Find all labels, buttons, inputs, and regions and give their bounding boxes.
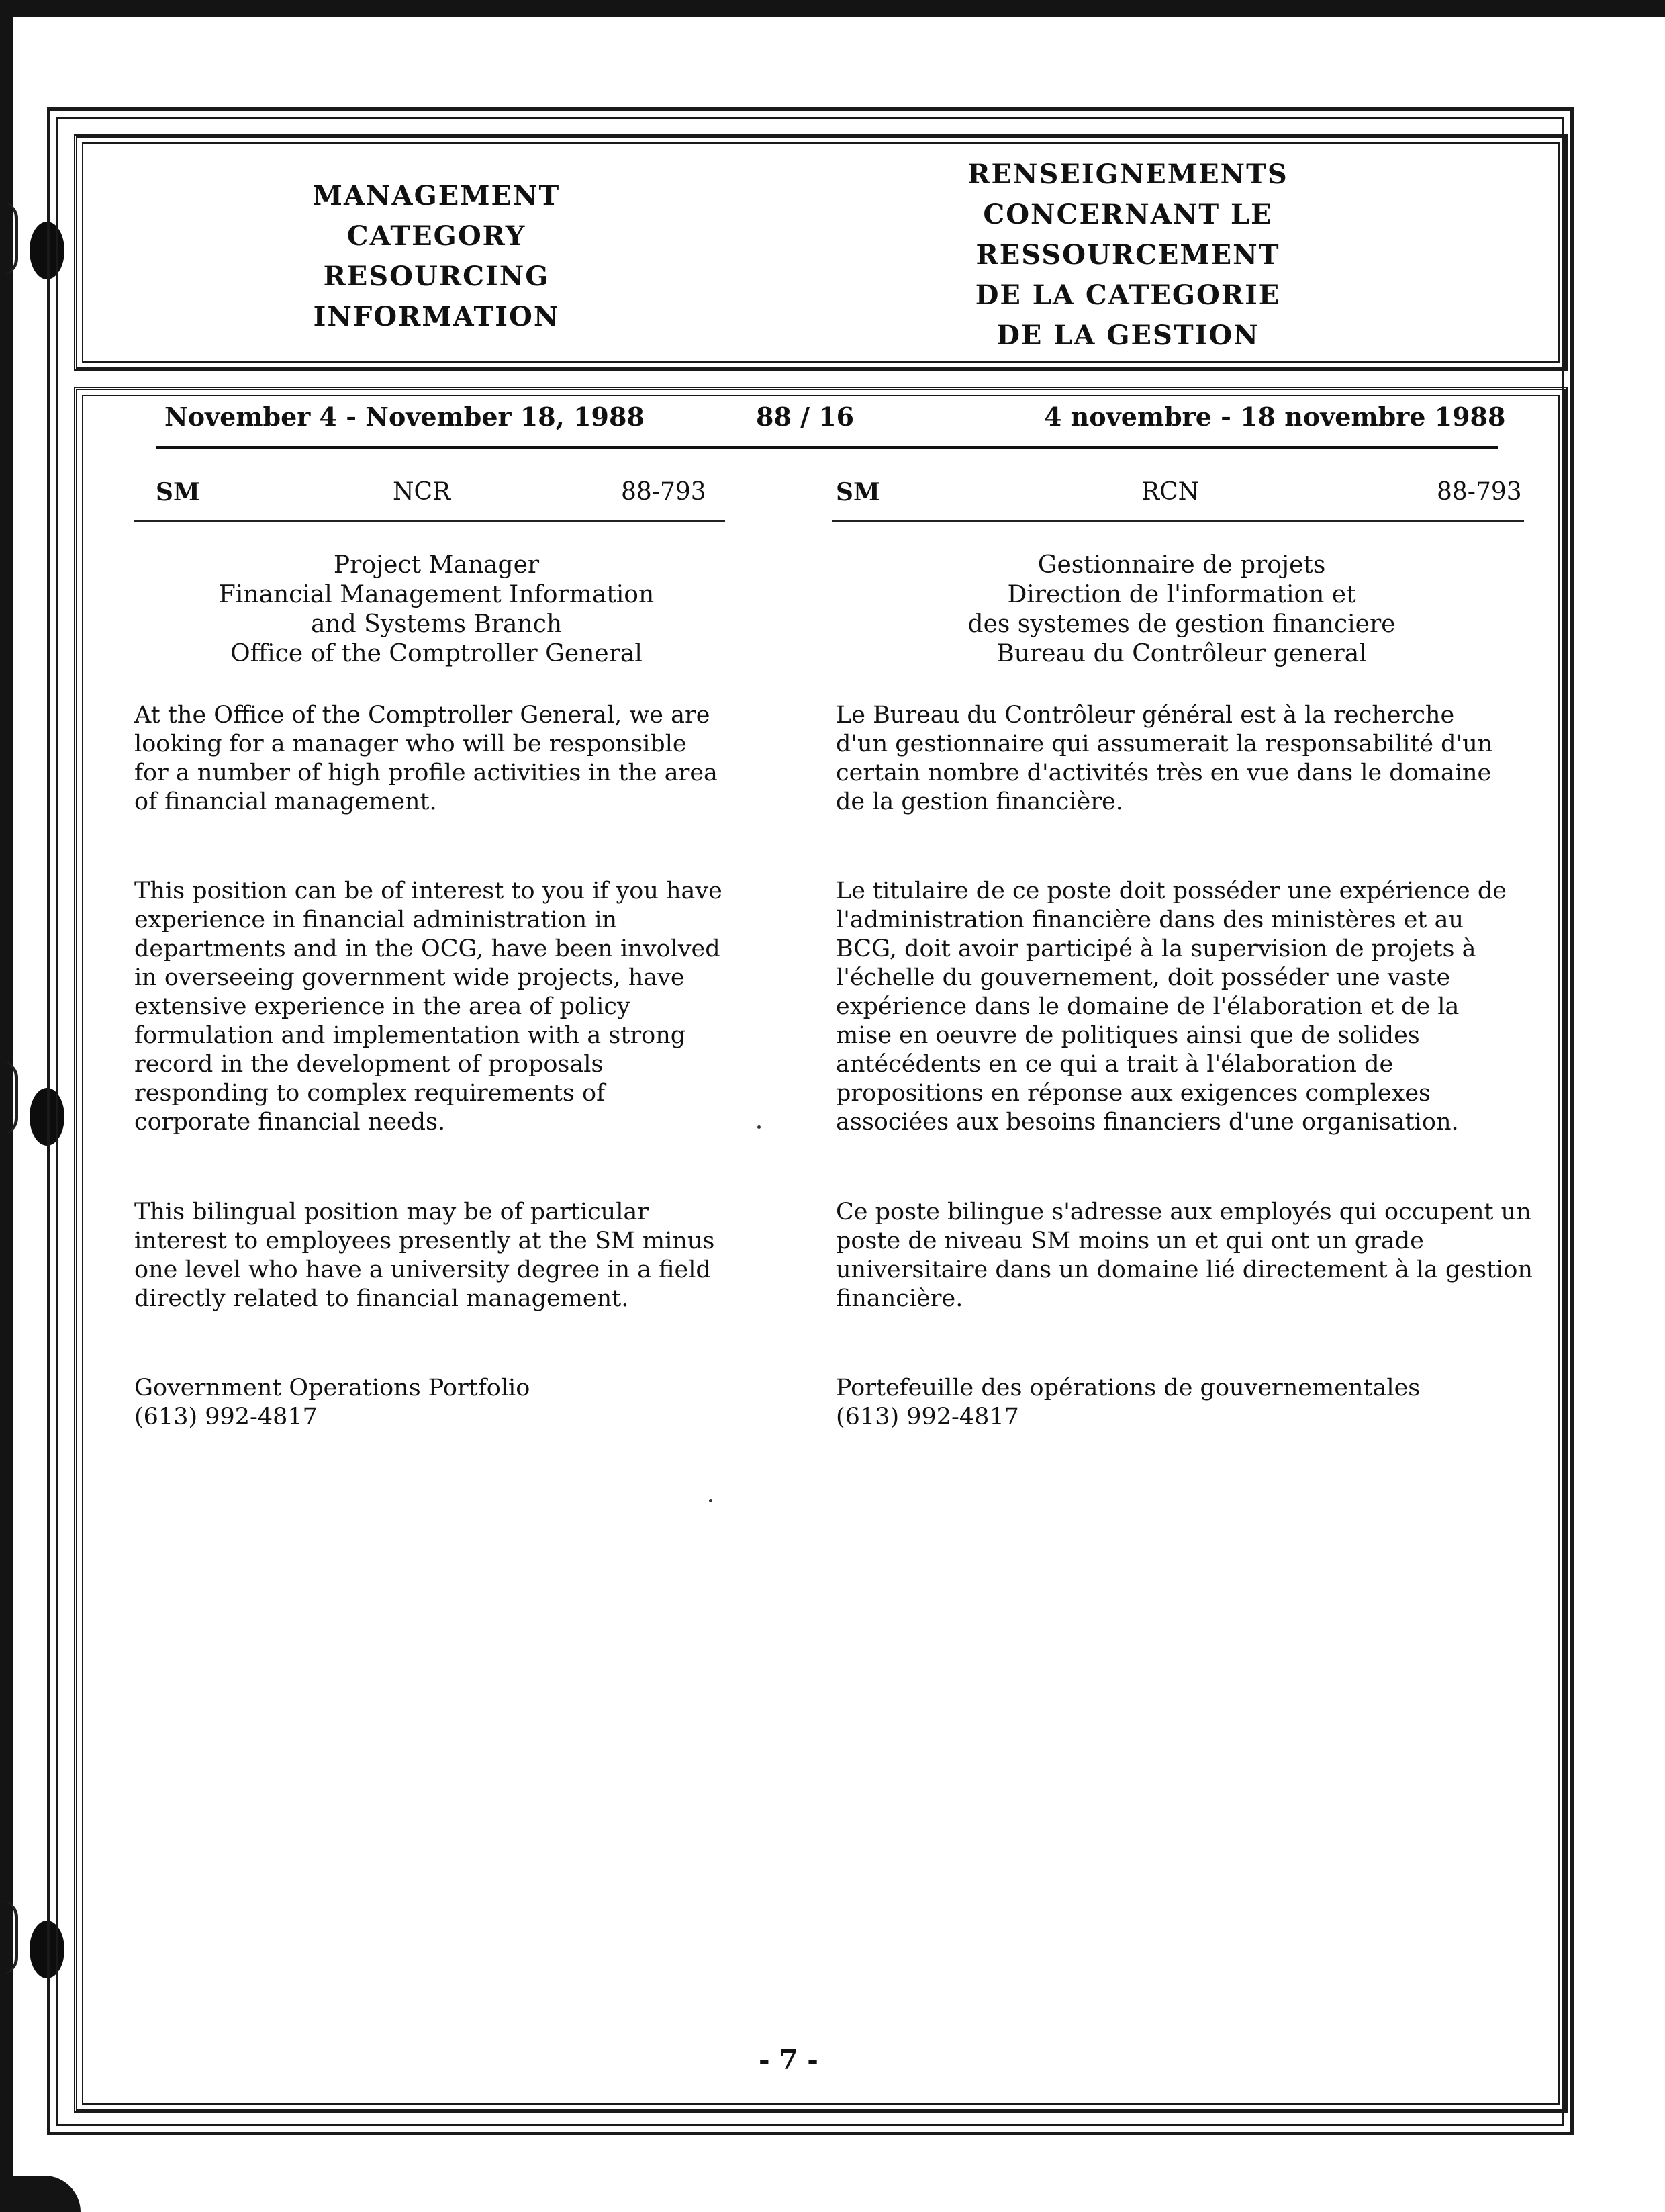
french-contact [836,1374,1507,1432]
french-paragraph-2: Le titulaire de ce poste doit posséder une expérience de l'administration financière dans des ministères et au BCG, doit avoir participé à la supervision de projets à l'échelle du gouvernement, doit posséder une vaste expérience dans le domaine de l'élaboration et de la mise en oeuvre de politiques ainsi que de solides antécédents en ce qui a trait à l'élaboration de propositions en réponse aux exigences complexes associées aux besoins financiers d'une organisation. [836,878,1507,1136]
french-position-title [886,551,1477,669]
title-line: and Systems Branch [310,610,563,638]
title-line: des systemes de gestion financiere [967,610,1396,638]
header-line: DE LA CATEGORIE [975,279,1281,311]
title-line: Financial Management Information [218,581,655,608]
header-line: CONCERNANT LE [983,199,1273,230]
contact-organization: Portefeuille des opérations de gouvernementales [836,1375,1421,1401]
english-competition-number: 88-793 [621,478,706,506]
contact-organization: Government Operations Portfolio [134,1375,530,1401]
english-paragraph-3: This bilingual position may be of particular interest to employees presently at the SM minus one level who have a university degree in a field directly related to financial management. [134,1199,715,1312]
english-paragraph-1: At the Office of the Comptroller General, we are looking for a manager who will be responsible for a number of high profile activities in the area of financial management. [134,702,718,815]
header-line: RESOURCING [323,261,550,292]
french-region-code: RCN [1141,478,1200,506]
issue-divider [156,446,1498,449]
header-line: RENSEIGNEMENTS [967,158,1288,190]
header-line: INFORMATION [313,301,560,332]
title-line: Direction de l'information et [1007,581,1356,608]
title-line: Office of the Comptroller General [230,640,643,667]
contact-phone: (613) 992-4817 [134,1403,318,1430]
scan-speck [709,1499,712,1502]
page-number: - 7 - [759,2044,818,2076]
french-paragraph-1: Le Bureau du Contrôleur général est à la recherche d'un gestionnaire qui assumerait la responsabilité d'un certain nombre d'activités très en vue dans le domaine de la gestion financière. [836,702,1493,815]
english-region-code: NCR [393,478,451,506]
scan-corner-bottom-left [0,2176,81,2212]
contact-phone: (613) 992-4817 [836,1403,1019,1430]
title-line: Gestionnaire de projets [1037,551,1326,579]
french-competition-number: 88-793 [1437,478,1522,506]
header-title-french [920,154,1336,356]
header-line: CATEGORY [346,220,526,252]
binder-ring-mark [1,1061,18,1135]
french-group-code: SM [836,478,880,506]
issue-date-french: 4 novembre - 18 novembre 1988 [1044,402,1506,432]
header-line: RESSOURCEMENT [976,239,1280,271]
english-contact [134,1374,725,1432]
english-paragraph-2: This position can be of interest to you if you have experience in financial administration in departments and in the OCG, have been involved in overseeing government wide projects, have extensive experience in the area of policy formulation and implementation with a strong record in the development of proposals responding to complex requirements of corporate financial needs. [134,878,722,1136]
issue-date-english: November 4 - November 18, 1988 [164,402,645,432]
issue-number: 88 / 16 [756,402,855,432]
title-line: Bureau du Contrôleur general [996,640,1367,667]
header-line: DE LA GESTION [996,320,1259,351]
title-line: Project Manager [333,551,540,579]
header-title-english [262,176,611,337]
scan-border-top [0,0,1665,17]
french-column-divider [832,520,1524,522]
scan-speck [757,1125,761,1129]
english-group-code: SM [156,478,200,506]
binder-ring-mark [1,201,18,275]
english-column-divider [134,520,725,522]
header-line: MANAGEMENT [312,180,561,212]
french-paragraph-3: Ce poste bilingue s'adresse aux employés qui occupent un poste de niveau SM moins un et qui ont un grade universitaire dans un domaine lié directement à la gestion financière. [836,1199,1533,1312]
binder-ring-mark [1,1900,18,1974]
english-position-title [141,551,732,669]
